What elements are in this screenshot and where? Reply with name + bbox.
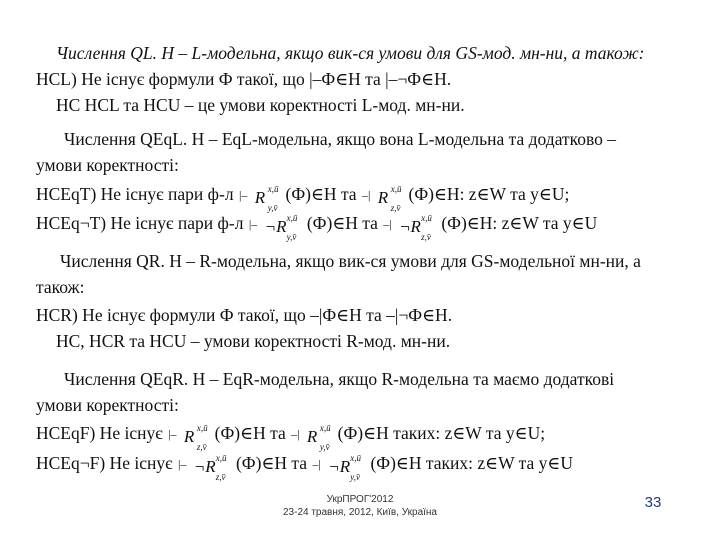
qeqr-condition-hceqf (36, 422, 696, 452)
footer (250, 493, 470, 519)
hceqnotf-tail: (Ф)∈H таких: z∈W та y∈U (370, 453, 574, 473)
reverse-turnstile-icon: –| (383, 217, 392, 231)
hceqnott-formula-1: ¬R x,ū y,v̄ (264, 213, 298, 242)
hceqnott-mid: (Ф)∈H та (306, 213, 378, 233)
ql-condition-hcl: HCL) Не існує формули Ф такої, що |–Ф∈H та |–¬Ф∈H. (36, 69, 452, 89)
hceqt-prefix: HCEqT) Не існує пари ф-л (36, 184, 234, 204)
reverse-turnstile-icon: –| (291, 427, 300, 441)
hceqf-formula-1: R x,ū z,v̄ (183, 423, 208, 452)
qeql-correctness-label: умови коректності: (36, 155, 179, 175)
hceqt-formula-2: R x,ū z,v̄ (377, 184, 402, 213)
qeql-definition: Числення QEqL. H – EqL-модельна, якщо вона L-модельна та додатково – (64, 129, 617, 149)
hceqf-tail: (Ф)∈H таких: z∈W та y∈U; (337, 423, 546, 443)
qeql-condition-hceqnott (36, 212, 696, 242)
hceqnott-tail: (Ф)∈H: z∈W та y∈U (441, 213, 598, 233)
reverse-turnstile-icon: –| (361, 188, 371, 202)
qeqr-correctness-label: умови коректності: (36, 395, 179, 415)
qeqr-definition: Числення QEqR. H – EqR-модельна, якщо R-модельна та маємо додаткові (64, 369, 615, 389)
hceqt-mid: (Ф)∈H та (285, 184, 357, 204)
qr-condition-hcr: HCR) Не існує формули Ф такої, що –|Ф∈H та –|¬Ф∈H. (36, 305, 453, 325)
reverse-turnstile-icon: –| (312, 457, 321, 471)
hceqf-formula-2: R x,ū y,v̄ (306, 423, 331, 452)
ql-definition-text: Числення QL. H – L-модельна, якщо вик-ся умови для GS-мод. мн-ни, а також: (56, 43, 645, 63)
hceqnotf-formula-1: ¬R x,ū z,v̄ (193, 453, 227, 482)
qr-definition: Числення QR. H – R-модельна, якщо вик-ся умови для GS-модельної мн-ни, а (60, 251, 641, 271)
turnstile-icon: |– (248, 217, 258, 231)
ql-correctness: HC HCL та HCU – це умови коректності L-мод. мн-ни. (56, 95, 465, 115)
turnstile-icon: |– (177, 457, 187, 471)
turnstile-icon: |– (238, 188, 248, 202)
hceqnotf-formula-2: ¬R x,ū y,v̄ (328, 453, 361, 482)
hceqnotf-prefix: HCEq¬F) Не існує (36, 453, 173, 473)
hceqnott-formula-2: ¬R x,ū z,v̄ (399, 213, 432, 242)
footer-conference: УкрПРОГ'2012 (326, 494, 394, 505)
hceqf-prefix: HCEqF) Не існує (36, 423, 163, 443)
qr-correctness: HC, HCR та HCU – умови коректності R-мод. мн-ни. (56, 331, 451, 351)
page-number: 33 (644, 494, 662, 511)
qr-definition-cont: також: (36, 277, 85, 297)
hceqnotf-mid: (Ф)∈H та (235, 453, 308, 473)
ql-definition (56, 42, 696, 64)
footer-date-place: 23-24 травня, 2012, Київ, Україна (283, 507, 437, 518)
qeqr-condition-hceqnotf (36, 452, 696, 482)
hceqt-tail: (Ф)∈H: z∈W та y∈U; (408, 184, 570, 204)
hceqt-formula-1: R x,ū y,v̄ (254, 184, 279, 213)
hceqnott-prefix: HCEq¬T) Не існує пари ф-л (36, 213, 244, 233)
turnstile-icon: |– (168, 427, 177, 441)
qeql-condition-hceqt (36, 183, 696, 213)
hceqf-mid: (Ф)∈H та (214, 423, 286, 443)
